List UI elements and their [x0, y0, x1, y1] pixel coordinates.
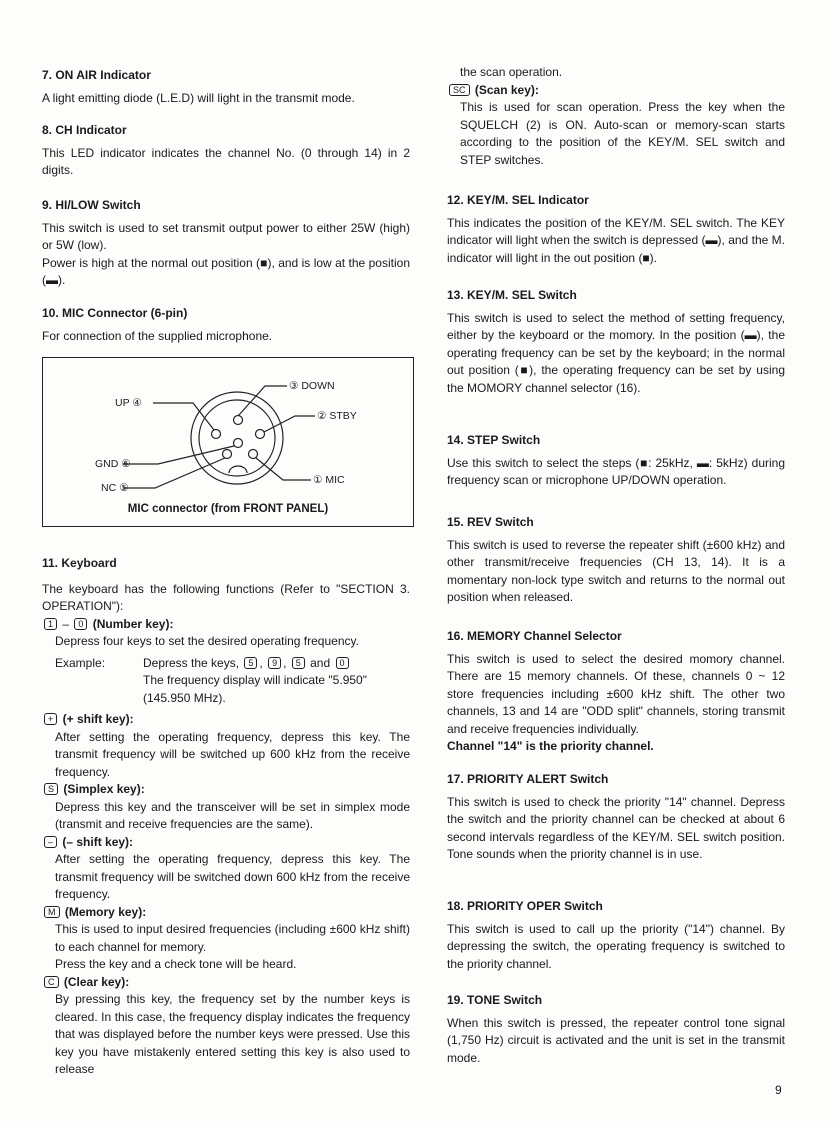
minus-key-icon: –	[44, 836, 57, 848]
example-text: The frequency display will indicate "5.950" (145.950 MHz).	[143, 673, 367, 705]
key-0-icon: 0	[74, 618, 87, 630]
example-text: Depress the keys,	[143, 655, 240, 670]
priority-note: Channel "14" is the priority channel.	[447, 739, 654, 753]
heading: 14. STEP Switch	[447, 433, 541, 447]
heading: 7. ON AIR Indicator	[42, 68, 151, 82]
key-label: (Memory key):	[64, 904, 147, 919]
number-key-item	[42, 616, 410, 708]
memory-key-item	[42, 904, 410, 974]
section-scan-key	[447, 64, 785, 169]
simplex-key-icon: S	[44, 783, 58, 795]
paragraph: This indicates the position of the KEY/M. SEL switch. The KEY indicator will light when the switch is depressed (▬), and the M. indicator will light in the out position (■).	[447, 215, 785, 265]
paragraph: This is used for scan operation. Press the key when the SQUELCH (2) is ON. Auto-scan or memory-scan starts according to the position of the KEY/M. SEL switch and STEP switches.	[460, 100, 785, 167]
scan-key-icon: SC	[449, 84, 470, 96]
key-label: (Simplex key):	[63, 782, 145, 796]
heading: 9. HI/LOW Switch	[42, 198, 141, 212]
paragraph: After setting the operating frequency, depress this key. The transmit frequency will be switched down 600 kHz from the receive frequency.	[55, 852, 410, 901]
paragraph: This LED indicator indicates the channel No. (0 through 14) in 2 digits.	[42, 145, 410, 177]
section-key-m-sel-indicator	[447, 192, 785, 267]
section-rev-switch	[447, 514, 785, 607]
clear-key-icon: C	[44, 976, 59, 988]
key-9-icon: 9	[268, 657, 281, 669]
heading: 19. TONE Switch	[447, 993, 543, 1007]
paragraph: After setting the operating frequency, depress this key. The transmit frequency will be switched up 600 kHz from the receive frequency.	[55, 729, 410, 779]
key-0-icon: 0	[336, 657, 349, 669]
heading: 15. REV Switch	[447, 515, 534, 529]
paragraph: By pressing this key, the frequency set by the number keys is cleared. In this case, the frequency display indicates the frequency that was displayed before the number keys were pressed. Use this key you have mistakenly entered setting this key is also used to release	[55, 992, 410, 1076]
paragraph: This switch is used to set transmit output power to either 25W (high) or 5W (low).	[42, 220, 410, 252]
dash: –	[62, 616, 70, 631]
paragraph: Power is high at the normal out position (■), and is low at the position (▬).	[42, 255, 410, 287]
memory-key-icon: M	[44, 906, 60, 918]
section-keyboard	[42, 555, 410, 1079]
key-label: (+ shift key):	[62, 712, 134, 726]
heading: 17. PRIORITY ALERT Switch	[447, 772, 609, 786]
section-memory-channel-selector	[447, 628, 785, 756]
paragraph: This switch is used to check the priority "14" channel. Depress the switch and the priority channel can be checked at about 6 second intervals regardless of the KEY/M. SEL switch position. Tone sounds when the priority channel is in use.	[447, 794, 785, 861]
paragraph: This switch is used to reverse the repeater shift (±600 kHz) and other transmit/receive frequencies (CH 13, 14). It is a momentary non-lock type switch and returns to the normal out position when released.	[447, 537, 785, 604]
simplex-key-item	[42, 781, 410, 834]
section-hi-low-switch	[42, 197, 410, 290]
pin-label-gnd: GND ⑥	[95, 458, 131, 470]
paragraph: This switch is used to select the desired momory channel. There are 15 memory channels. Of these, channels 0 ~ 12 store frequencies including ±600 kHz shift. The other two channels, 13 and 14 are "ODD split" channels, storing transmit and receive frequencies individually.	[447, 651, 785, 736]
paragraph: A light emitting diode (L.E.D) will light in the transmit mode.	[42, 90, 355, 105]
section-ch-indicator	[42, 122, 410, 180]
heading: 16. MEMORY Channel Selector	[447, 629, 622, 643]
paragraph: When this switch is pressed, the repeater control tone signal (1,750 Hz) circuit is activated and the unit is set in the transmit mode.	[447, 1015, 785, 1065]
paragraph: Press the key and a check tone will be heard.	[55, 957, 297, 971]
section-tone-switch	[447, 992, 785, 1067]
paragraph: This is used to input desired frequencies (including ±600 kHz shift) to each channel for memory.	[55, 922, 410, 954]
paragraph: This switch is used to call up the priority ("14") channel. By depressing the switch, the operating frequency is switched to the priority channel.	[447, 921, 785, 971]
section-step-switch	[447, 432, 785, 490]
section-priority-oper-switch	[447, 898, 785, 973]
key-5-icon: 5	[292, 657, 305, 669]
page-number: 9	[775, 1083, 782, 1097]
key-label: (– shift key):	[62, 834, 134, 849]
paragraph: Use this switch to select the steps (■: 25kHz, ▬: 5kHz) during frequency scan or microphone UP/DOWN operation.	[447, 455, 785, 487]
heading: 11. Keyboard	[42, 556, 117, 570]
key-1-icon: 1	[44, 618, 57, 630]
example-label: Example:	[55, 655, 106, 670]
example: Example: Depress the keys, 5 , 9 , 5 and 0 The frequency display will indicate "5.950" (145.950 MHz).	[42, 655, 410, 708]
minus-shift-key-item	[42, 834, 410, 904]
pin-label-stby: ② STBY	[317, 410, 357, 422]
heading: 8. CH Indicator	[42, 123, 127, 137]
key-label: (Clear key):	[63, 974, 130, 989]
plus-shift-key-item	[42, 711, 410, 781]
section-priority-alert-switch	[447, 771, 785, 864]
paragraph: the scan operation.	[460, 65, 563, 79]
pin-label-mic: ① MIC	[313, 474, 345, 486]
section-key-m-sel-switch	[447, 287, 785, 397]
heading: 18. PRIORITY OPER Switch	[447, 899, 603, 913]
heading: 10. MIC Connector (6-pin)	[42, 306, 188, 320]
paragraph: Depress this key and the transceiver will be set in simplex mode (transmit and receive frequencies are the same).	[55, 799, 410, 831]
section-mic-connector	[42, 305, 410, 345]
mic-connector-figure	[42, 357, 414, 527]
key-5-icon: 5	[244, 657, 257, 669]
figure-caption: MIC connector (from FRONT PANEL)	[127, 503, 329, 515]
paragraph: The keyboard has the following functions (Refer to "SECTION 3. OPERATION"):	[42, 581, 410, 613]
plus-key-icon: +	[44, 713, 57, 725]
key-label: (Scan key):	[474, 82, 539, 97]
paragraph: Depress four keys to set the desired operating frequency.	[55, 634, 359, 648]
clear-key-item	[42, 974, 410, 1079]
paragraph: This switch is used to select the method of setting frequency, either by the keyboard or the momory. In the position (▬), the operating frequency can be set by the keyboard; in the normal out position (■), the operating frequency can be set by using the MOMORY channel selector (16).	[447, 310, 785, 395]
pin-label-down: ③ DOWN	[289, 380, 335, 392]
pin-label-nc: NC ⑤	[101, 482, 129, 494]
heading: 13. KEY/M. SEL Switch	[447, 288, 577, 302]
paragraph: For connection of the supplied microphone.	[42, 328, 273, 343]
key-label: (Number key):	[92, 616, 174, 631]
pin-label-up: UP ④	[115, 397, 142, 409]
section-on-air-indicator	[42, 67, 410, 107]
example-and: and	[310, 655, 331, 670]
heading: 12. KEY/M. SEL Indicator	[447, 193, 589, 207]
